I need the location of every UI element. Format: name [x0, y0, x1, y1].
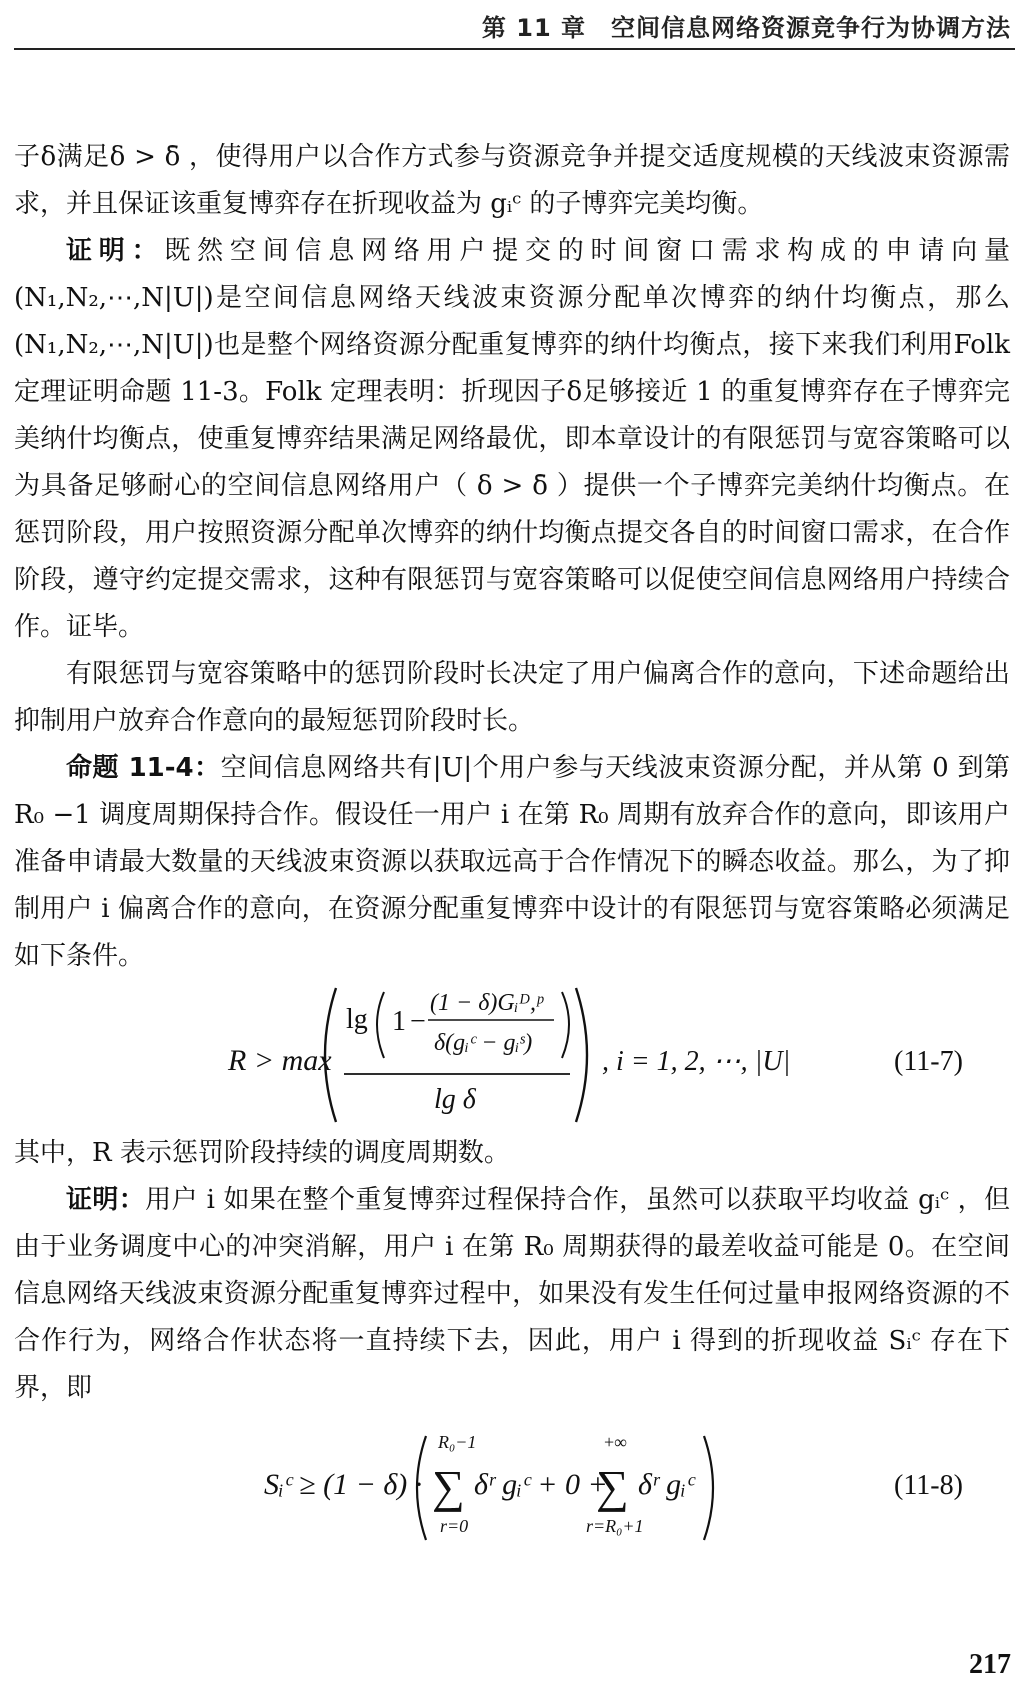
eq1-lg: lg — [346, 1004, 368, 1035]
eq2-lhs: Sᵢᶜ ≥ (1 − δ) · — [264, 1468, 423, 1501]
header-rule — [14, 48, 1015, 50]
eq2-sum2-lower: r=R₀+1 — [586, 1516, 644, 1536]
paragraph-proof-2 — [14, 1177, 1010, 1412]
proposition-label: 命题 11-4： — [66, 753, 221, 783]
proof-text-2: 用户 i 如果在整个重复博弈过程保持合作，虽然可以获取平均收益 gᵢᶜ ，但由于业务调度中心的冲突消解，用户 i 在第 R₀ 周期获得的最差收益可能是 0。在空间信息网络天线波束资源分配重复博弈过程中，如果没有发生任何过量申报网络资源的不合作行为，网络合作状态将一直持续下去，因此，用户 i 得到的折现收益 Sᵢᶜ 存在下界，即 — [14, 1185, 1010, 1403]
running-header: 第 11 章 空间信息网络资源竞争行为协调方法 — [481, 14, 1011, 42]
eq2-sum1-lower: r=0 — [440, 1516, 469, 1536]
eq1-outer-denominator: lg δ — [434, 1084, 476, 1115]
eq2-right-paren — [704, 1436, 713, 1540]
eq2-number: (11-8) — [894, 1470, 963, 1501]
eq1-lhs: R > max — [228, 1044, 332, 1077]
eq1-tail: , i = 1, 2, ⋯, |U| — [602, 1046, 791, 1077]
eq2-sum1-upper: R₀−1 — [438, 1432, 477, 1452]
eq1-minus: − — [410, 1006, 426, 1037]
equation-11-8 — [14, 1422, 1010, 1552]
eq2-sum1-sign: ∑ — [432, 1461, 465, 1512]
paragraph-1: 子δ满足δ > δ̄ ，使得用户以合作方式参与资源竞争并提交适度规模的天线波束资源需求，并且保证该重复博弈存在折现收益为 gᵢᶜ 的子博弈完美均衡。 — [14, 142, 1010, 219]
eq1-one: 1 — [392, 1006, 406, 1037]
eq2-sum2-upper: +∞ — [604, 1432, 627, 1452]
paragraph-proof-1 — [14, 228, 1010, 651]
equation-11-7 — [14, 980, 1010, 1130]
eq1-number: (11-7) — [894, 1046, 963, 1077]
page-body — [14, 134, 1010, 1552]
eq1-inner-left-paren — [377, 992, 384, 1058]
eq1-right-paren — [576, 988, 587, 1122]
proposition-text: 空间信息网络共有|U|个用户参与天线波束资源分配，并从第 0 到第 R₀ −1 调度周期保持合作。假设任一用户 i 在第 R₀ 周期有放弃合作的意向，即该用户准备申请最大数量的天线波束资源以获取远高于合作情况下的瞬态收益。那么，为了抑制用户 i 偏离合作的意向，在资源分配重复博弈中设计的有限惩罚与宽容策略必须满足如下条件。 — [14, 753, 1010, 971]
paragraph-where: 其中，R 表示惩罚阶段持续的调度周期数。 — [14, 1138, 510, 1168]
proof-text: 既然空间信息网络用户提交的时间窗口需求构成的申请向量(N₁,N₂,⋯,N|U|)是空间信息网络天线波束资源分配单次博弈的纳什均衡点，那么(N₁,N₂,⋯,N|U|)也是整个网络资源分配重复博弈的纳什均衡点，接下来我们利用Folk 定理证明命题 11-3。Folk 定理表明：折现因子δ足够接近 1 的重复博弈存在子博弈完美纳什均衡点，使重复博弈结果满足网络最优，即本章设计的有限惩罚与宽容策略可以为具备足够耐心的空间信息网络用户（ δ > δ̄ ）提供一个子博弈完美纳什均衡点。在惩罚阶段，用户按照资源分配单次博弈的纳什均衡点提交各自的时间窗口需求，在合作阶段，遵守约定提交需求，这种有限惩罚与宽容策略可以促使空间信息网络用户持续合作。证毕。 — [14, 236, 1010, 642]
equation-11-8-graphic — [14, 1422, 1010, 1552]
proof-label-2: 证明： — [66, 1185, 146, 1215]
eq2-sum2-sign: ∑ — [596, 1461, 629, 1512]
paragraph-3: 有限惩罚与宽容策略中的惩罚阶段时长决定了用户偏离合作的意向，下述命题给出抑制用户放弃合作意向的最短惩罚阶段时长。 — [14, 659, 1010, 736]
page-number: 217 — [969, 1649, 1011, 1680]
eq1-numerator: (1 − δ)Gᵢᴰ,ᵖ — [430, 990, 543, 1016]
eq1-denominator: δ(gᵢᶜ − gᵢˢ) — [434, 1030, 533, 1056]
paragraph-proposition — [14, 745, 1010, 980]
eq1-inner-right-paren — [562, 992, 569, 1058]
proof-label: 证明： — [66, 236, 165, 266]
eq2-term2: δʳ gᵢᶜ — [638, 1468, 694, 1501]
equation-11-7-graphic — [14, 980, 1010, 1130]
eq2-term1: δʳ gᵢᶜ + 0 + — [474, 1468, 608, 1501]
